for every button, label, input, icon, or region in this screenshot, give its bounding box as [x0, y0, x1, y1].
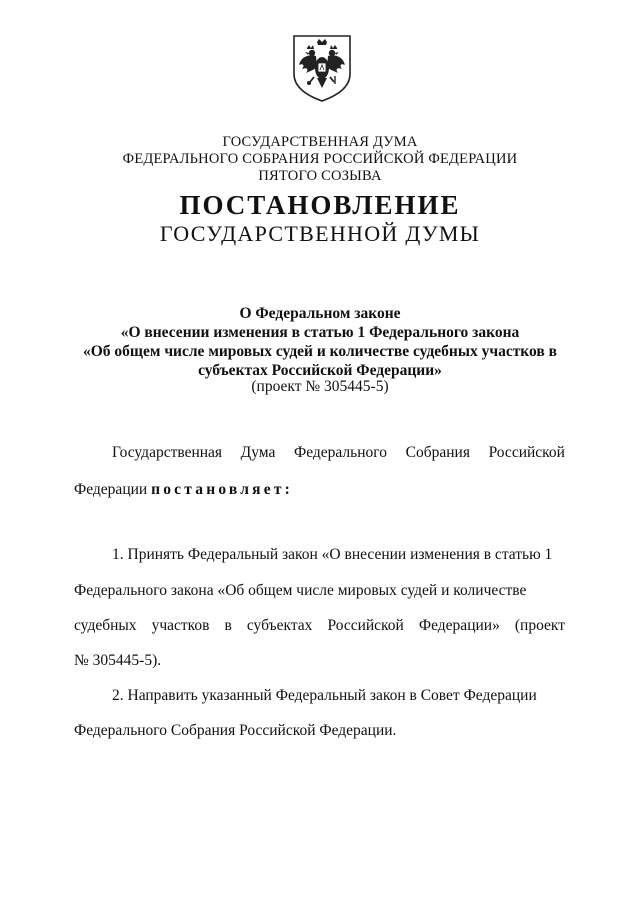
item-2-line-2: Федерального Собрания Российской Федерации.	[74, 722, 397, 739]
preamble-word: Федерального	[293, 444, 388, 461]
double-headed-eagle-icon	[290, 32, 354, 104]
item-1-word: Российской	[327, 617, 404, 634]
item-1-word: судебных	[74, 617, 137, 634]
item-1-word: (проект	[514, 617, 565, 634]
preamble-word: Дума	[240, 444, 276, 461]
item-1-word: субъектах	[246, 617, 313, 634]
item-1-word: Федерации»	[418, 617, 500, 634]
item-2-line-1: 2. Направить указанный Федеральный закон в Совет Федерации	[112, 687, 537, 704]
preamble-line-2-start: Федерации	[74, 481, 148, 498]
resolves-word: постановляет:	[151, 481, 293, 498]
item-1-word: в	[224, 617, 232, 634]
preamble-line-2	[74, 480, 293, 500]
document-type-title: ПОСТАНОВЛЕНИЕ	[179, 190, 461, 220]
preamble-word: Собрания	[405, 444, 470, 461]
issuer-name-line-1: ГОСУДАРСТВЕННАЯ ДУМА	[222, 134, 418, 150]
item-1-line-1: 1. Принять Федеральный закон «О внесении изменения в статью 1	[112, 546, 553, 563]
item-1-line-3	[74, 616, 565, 636]
bill-number: (проект № 305445-5)	[251, 378, 389, 395]
preamble-word: Государственная	[112, 444, 223, 461]
subject-line-3: «Об общем числе мировых судей и количестве судебных участков в	[82, 343, 558, 360]
subject-line-4: субъектах Российской Федерации»	[198, 362, 442, 379]
item-1-line-4: № 305445-5).	[74, 652, 162, 669]
item-1-line-2: Федерального закона «Об общем числе мировых судей и количестве	[74, 582, 527, 599]
subject-line-1: О Федеральном законе	[239, 305, 401, 322]
document-issuer-title: ГОСУДАРСТВЕННОЙ ДУМЫ	[159, 221, 481, 246]
preamble-word: Российской	[488, 444, 565, 461]
issuer-convocation: ПЯТОГО СОЗЫВА	[258, 168, 382, 184]
issuer-name-line-2: ФЕДЕРАЛЬНОГО СОБРАНИЯ РОССИЙСКОЙ ФЕДЕРАЦИИ	[122, 151, 518, 167]
item-1-word: участков	[151, 617, 210, 634]
subject-line-2: «О внесении изменения в статью 1 Федерального закона	[120, 324, 520, 341]
preamble-line-1	[112, 443, 565, 463]
